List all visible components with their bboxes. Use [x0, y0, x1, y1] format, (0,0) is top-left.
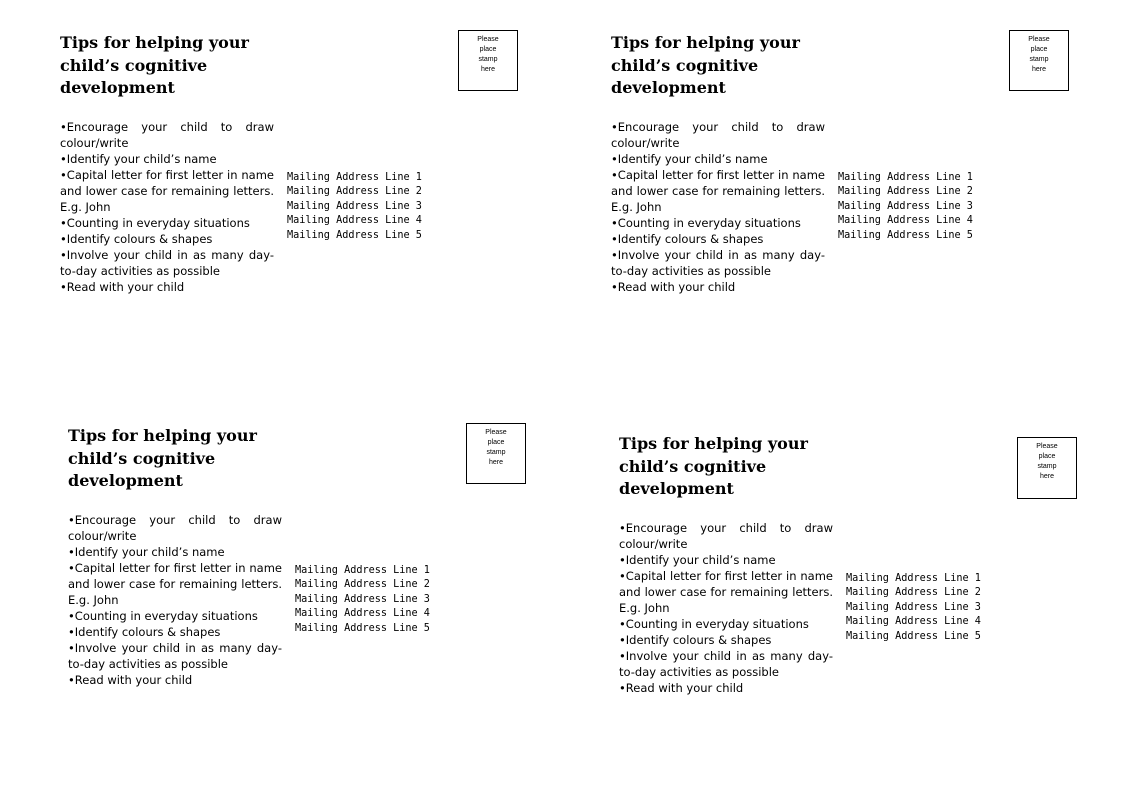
tip-item: •Counting in everyday situations [68, 609, 258, 623]
tip-item: •Capital letter for first letter in name and lower case for remaining letters. E.g. John [619, 569, 833, 615]
address-line: Mailing Address Line 3 [295, 593, 430, 605]
stamp-text: here [1039, 473, 1054, 480]
stamp-text: stamp [1029, 56, 1049, 63]
stamp-text: stamp [478, 56, 498, 63]
address-line: Mailing Address Line 3 [287, 200, 422, 212]
card-title [68, 425, 288, 493]
tip-item: •Identify colours & shapes [60, 232, 213, 246]
tip-item: •Identify colours & shapes [611, 232, 764, 246]
stamp-text: place [479, 46, 497, 53]
address-line: Mailing Address Line 1 [838, 172, 973, 183]
tip-item: •Read with your child [611, 280, 736, 294]
address-line: Mailing Address Line 2 [287, 186, 422, 198]
title-line: Tips for helping your [68, 426, 257, 445]
stamp-box [1009, 30, 1069, 91]
address-line: Mailing Address Line 3 [838, 200, 973, 212]
tip-item: •Encourage your child to draw colour/write [68, 513, 282, 543]
title-line: child’s cognitive [611, 55, 759, 75]
tip-item: •Identify your child’s name [60, 152, 217, 166]
address-line: Mailing Address Line 1 [287, 172, 422, 183]
tip-item: •Encourage your child to draw colour/write [619, 521, 833, 551]
mailing-address [295, 564, 430, 636]
tip-item: •Read with your child [619, 681, 744, 695]
mailing-address [838, 171, 973, 243]
tip-item: •Identify your child’s name [619, 553, 776, 567]
address-line: Mailing Address Line 4 [846, 616, 981, 628]
postcard-top-right [611, 32, 1111, 332]
stamp-text: stamp [1037, 463, 1057, 470]
mailing-address [287, 171, 422, 243]
title-line: development [68, 471, 183, 490]
address-line: Mailing Address Line 2 [838, 186, 973, 198]
stamp-box [1017, 437, 1077, 499]
stamp-text: place [1038, 453, 1056, 460]
address-line: Mailing Address Line 5 [846, 630, 981, 642]
address-line: Mailing Address Line 2 [295, 579, 430, 591]
address-line: Mailing Address Line 1 [295, 565, 430, 576]
tip-item: •Encourage your child to draw colour/write [60, 120, 274, 150]
address-line: Mailing Address Line 4 [295, 608, 430, 620]
card-title [60, 32, 280, 100]
title-line: Tips for helping your [619, 434, 808, 453]
postcard-bottom-left [68, 425, 568, 725]
card-title [611, 32, 831, 100]
stamp-text: here [1031, 66, 1046, 73]
stamp-box [466, 423, 526, 484]
mailing-address [846, 572, 981, 644]
address-line: Mailing Address Line 4 [287, 215, 422, 227]
tips-list [619, 520, 833, 696]
tips-list [68, 512, 282, 688]
tip-item: •Identify colours & shapes [68, 625, 221, 639]
tip-item: •Counting in everyday situations [60, 216, 250, 230]
stamp-text: place [487, 439, 505, 446]
tip-item: •Involve your child in as many day-to-day activities as possible [611, 248, 825, 278]
address-line: Mailing Address Line 1 [846, 573, 981, 584]
tip-item: •Identify your child’s name [68, 545, 225, 559]
tips-list [611, 119, 825, 295]
tip-item: •Read with your child [68, 673, 193, 687]
tip-item: •Capital letter for first letter in name and lower case for remaining letters. E.g. John [611, 168, 825, 214]
stamp-text: stamp [486, 449, 506, 456]
tip-item: •Encourage your child to draw colour/write [611, 120, 825, 150]
address-line: Mailing Address Line 2 [846, 587, 981, 599]
address-line: Mailing Address Line 4 [838, 215, 973, 227]
stamp-text: Please [1036, 443, 1058, 450]
title-line: development [60, 78, 175, 97]
title-line: Tips for helping your [60, 33, 249, 52]
title-line: child’s cognitive [68, 448, 216, 468]
stamp-text: place [1030, 46, 1048, 53]
tip-item: •Involve your child in as many day-to-day activities as possible [68, 641, 282, 671]
postcard-bottom-right [619, 433, 1119, 733]
title-line: development [619, 479, 734, 498]
stamp-text: Please [477, 36, 499, 43]
tip-item: •Identify your child’s name [611, 152, 768, 166]
address-line: Mailing Address Line 5 [295, 622, 430, 634]
address-line: Mailing Address Line 5 [838, 229, 973, 241]
title-line: Tips for helping your [611, 33, 800, 52]
tip-item: •Involve your child in as many day-to-day activities as possible [60, 248, 274, 278]
stamp-text: here [488, 459, 503, 466]
tip-item: •Counting in everyday situations [611, 216, 801, 230]
tip-item: •Involve your child in as many day-to-day activities as possible [619, 649, 833, 679]
tip-item: •Capital letter for first letter in name and lower case for remaining letters. E.g. John [60, 168, 274, 214]
card-title [619, 433, 839, 501]
tip-item: •Read with your child [60, 280, 185, 294]
title-line: child’s cognitive [619, 456, 767, 476]
address-line: Mailing Address Line 3 [846, 601, 981, 613]
tips-list [60, 119, 274, 295]
stamp-box [458, 30, 518, 91]
postcard-top-left [60, 32, 560, 332]
title-line: development [611, 78, 726, 97]
stamp-text: Please [485, 429, 507, 436]
tip-item: •Identify colours & shapes [619, 633, 772, 647]
address-line: Mailing Address Line 5 [287, 229, 422, 241]
title-line: child’s cognitive [60, 55, 208, 75]
tip-item: •Counting in everyday situations [619, 617, 809, 631]
stamp-text: here [480, 66, 495, 73]
stamp-text: Please [1028, 36, 1050, 43]
tip-item: •Capital letter for first letter in name and lower case for remaining letters. E.g. John [68, 561, 282, 607]
